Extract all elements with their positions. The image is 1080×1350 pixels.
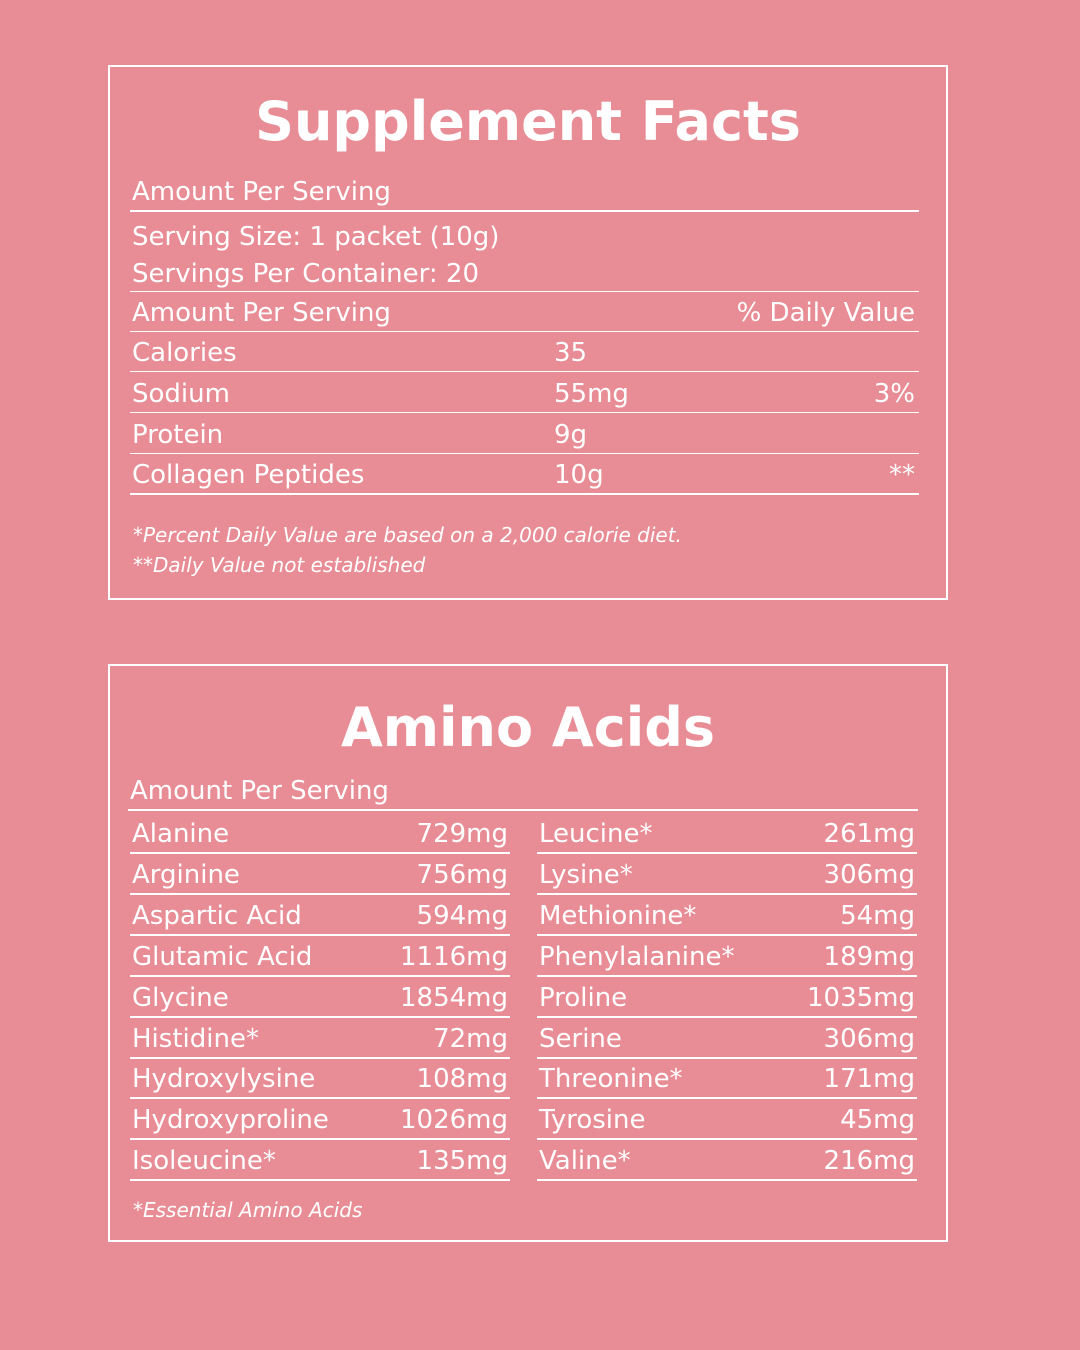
amino-row (130, 1058, 510, 1099)
essential-amino-acids-footnote: *Essential Amino Acids (133, 1198, 363, 1222)
amino-row (130, 854, 510, 895)
amino-amount: 261mg (823, 819, 915, 849)
amino-amount: 108mg (416, 1064, 508, 1094)
amino-row (537, 1058, 917, 1099)
amino-amount: 1854mg (400, 983, 508, 1013)
nutrition-row (130, 455, 919, 495)
header-daily-value: % Daily Value (736, 298, 915, 328)
amino-name: Hydroxylysine (132, 1064, 316, 1094)
amino-name: Hydroxyproline (132, 1105, 329, 1135)
amino-name: Serine (539, 1024, 622, 1054)
amount-per-serving-top-row (130, 172, 919, 212)
nutrient-name: Collagen Peptides (132, 460, 365, 490)
amino-name: Alanine (132, 819, 230, 849)
amino-row (130, 813, 510, 854)
amino-row (130, 895, 510, 936)
amino-row (130, 1140, 510, 1181)
amino-acids-title: Amino Acids (340, 696, 716, 759)
amino-amount: 189mg (823, 942, 915, 972)
amino-amount: 306mg (823, 1024, 915, 1054)
amino-name: Lysine* (539, 860, 633, 890)
nutrient-amount: 55mg (554, 379, 629, 409)
nutrient-daily-value: ** (889, 460, 915, 490)
amino-name: Glutamic Acid (132, 942, 313, 972)
amino-name: Glycine (132, 983, 229, 1013)
amino-amount: 54mg (840, 901, 915, 931)
supplement-facts-panel (108, 65, 948, 600)
amino-row (537, 854, 917, 895)
amino-row (537, 1099, 917, 1140)
amino-row (537, 936, 917, 977)
nutrition-row (130, 332, 919, 372)
nutrition-row (130, 414, 919, 454)
amino-name: Isoleucine* (132, 1146, 276, 1176)
amino-acids-panel (108, 664, 948, 1242)
amino-amount: 1035mg (807, 983, 915, 1013)
amino-row (537, 1018, 917, 1059)
amino-name: Tyrosine (539, 1105, 646, 1135)
nutrient-amount: 35 (554, 338, 588, 368)
amino-name: Proline (539, 983, 628, 1013)
amino-name: Aspartic Acid (132, 901, 302, 931)
amino-amount: 306mg (823, 860, 915, 890)
amino-amount: 1026mg (400, 1105, 508, 1135)
amino-amount: 72mg (433, 1024, 508, 1054)
amino-name: Methionine* (539, 901, 697, 931)
amino-row (537, 813, 917, 854)
amino-row (130, 1099, 510, 1140)
amino-name: Phenylalanine* (539, 942, 735, 972)
amino-amount: 216mg (823, 1146, 915, 1176)
amino-amount: 45mg (840, 1105, 915, 1135)
nutrition-row (130, 373, 919, 413)
amino-amount: 135mg (416, 1146, 508, 1176)
amount-per-serving-label: Amount Per Serving (132, 177, 391, 207)
amino-name: Histidine* (132, 1024, 259, 1054)
servings-per-container: Servings Per Container: 20 (132, 259, 480, 289)
not-established-footnote: **Daily Value not established (133, 553, 426, 577)
amino-name: Valine* (539, 1146, 631, 1176)
nutrient-amount: 9g (554, 420, 588, 450)
nutrient-amount: 10g (554, 460, 604, 490)
amino-row (130, 936, 510, 977)
serving-info (130, 212, 919, 292)
amount-per-serving-label: Amount Per Serving (130, 776, 389, 806)
nutrition-header-row (130, 292, 919, 332)
amino-row (537, 1140, 917, 1181)
amino-row (537, 977, 917, 1018)
amino-amount-per-serving-row (128, 771, 918, 811)
nutrient-name: Protein (132, 420, 224, 450)
daily-value-footnote: *Percent Daily Value are based on a 2,000 calorie diet. (133, 523, 682, 547)
nutrient-name: Sodium (132, 379, 230, 409)
amino-row (130, 977, 510, 1018)
amino-row (537, 895, 917, 936)
amino-amount: 1116mg (400, 942, 508, 972)
amino-name: Leucine* (539, 819, 653, 849)
amino-amount: 171mg (823, 1064, 915, 1094)
amino-name: Arginine (132, 860, 240, 890)
nutrient-name: Calories (132, 338, 237, 368)
amino-amount: 729mg (416, 819, 508, 849)
amino-amount: 594mg (416, 901, 508, 931)
serving-size: Serving Size: 1 packet (10g) (132, 222, 500, 252)
amino-amount: 756mg (416, 860, 508, 890)
supplement-facts-title: Supplement Facts (255, 90, 801, 153)
header-amount-per-serving: Amount Per Serving (132, 298, 391, 328)
nutrient-daily-value: 3% (873, 379, 915, 409)
amino-name: Threonine* (539, 1064, 683, 1094)
amino-row (130, 1018, 510, 1059)
